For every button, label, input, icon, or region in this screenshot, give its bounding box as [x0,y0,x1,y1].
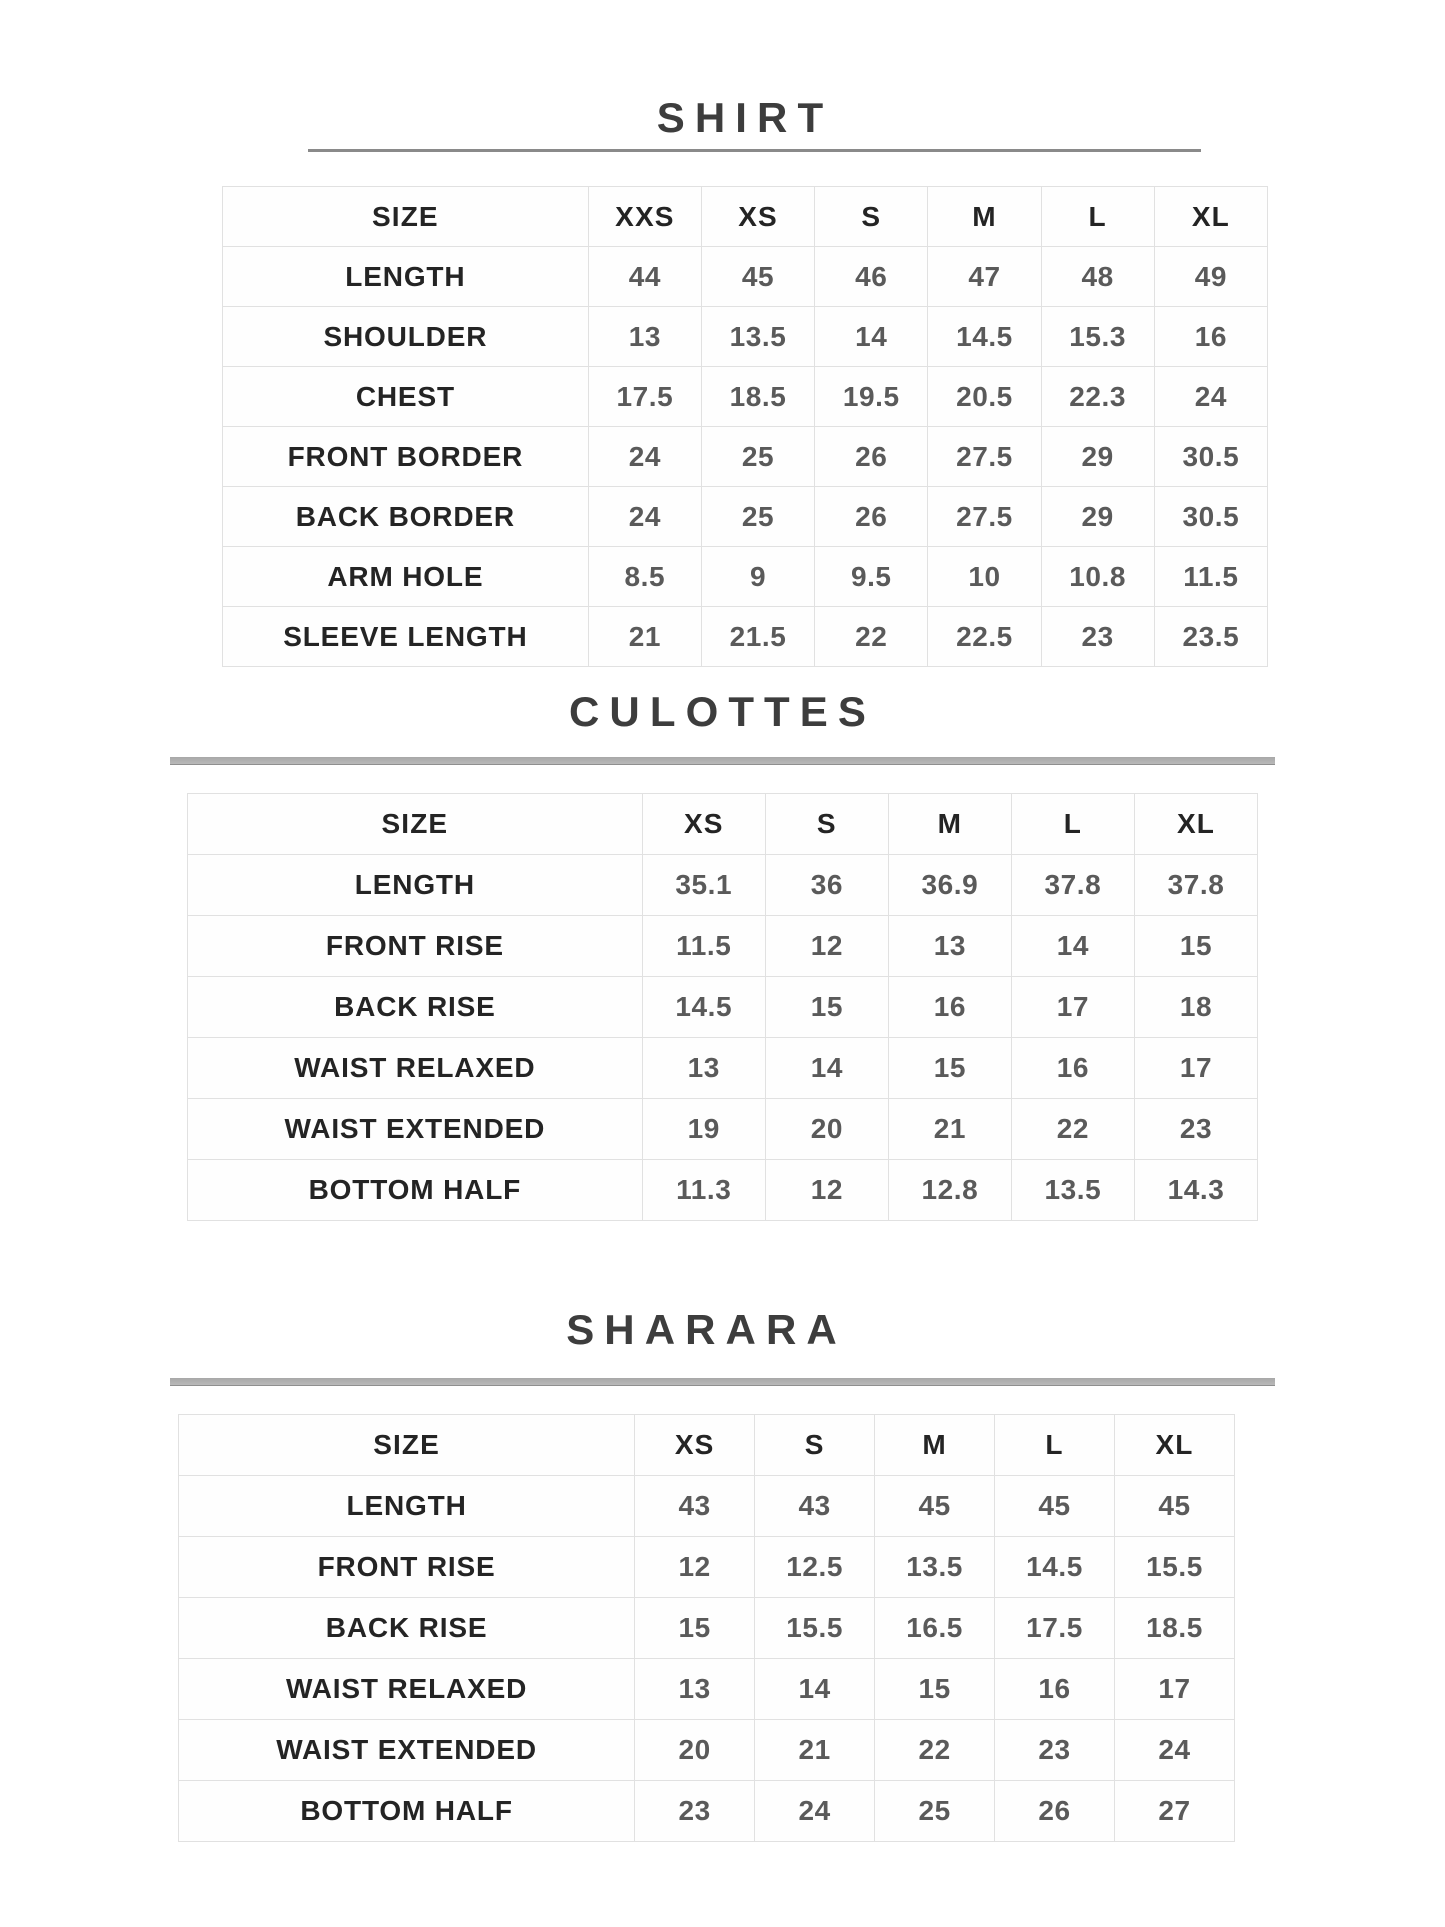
value-cell: 13.5 [875,1537,995,1598]
table-row [223,427,1268,487]
culottes-size-table-container [187,793,1258,1221]
value-cell: 13.5 [1011,1160,1134,1221]
value-cell: 16 [888,977,1011,1038]
value-cell: 27 [1115,1781,1235,1842]
row-label: SLEEVE LENGTH [223,607,589,667]
value-cell: 26 [815,487,928,547]
value-cell: 48 [1041,247,1154,307]
value-cell: 25 [701,487,814,547]
row-label: WAIST EXTENDED [188,1099,643,1160]
value-cell: 21 [755,1720,875,1781]
table-row [223,547,1268,607]
row-label: WAIST EXTENDED [179,1720,635,1781]
sharara-size-table-container [178,1414,1235,1842]
size-table-culottes [187,793,1258,1221]
value-cell: 24 [755,1781,875,1842]
culottes-section-divider [170,757,1275,765]
value-cell: 12 [635,1537,755,1598]
table-row [188,1160,1258,1221]
value-cell: 30.5 [1154,427,1267,487]
value-cell: 19.5 [815,367,928,427]
value-cell: 11.3 [642,1160,765,1221]
value-cell: 43 [755,1476,875,1537]
value-cell: 35.1 [642,855,765,916]
table-row [188,977,1258,1038]
row-label: BACK BORDER [223,487,589,547]
value-cell: 14 [815,307,928,367]
value-cell: 14 [1011,916,1134,977]
header-cell-m: M [875,1415,995,1476]
table-row [223,607,1268,667]
value-cell: 22.5 [928,607,1041,667]
value-cell: 14.5 [995,1537,1115,1598]
value-cell: 21 [888,1099,1011,1160]
header-cell-xl: XL [1134,794,1257,855]
value-cell: 45 [701,247,814,307]
value-cell: 23.5 [1154,607,1267,667]
value-cell: 17 [1011,977,1134,1038]
value-cell: 16.5 [875,1598,995,1659]
value-cell: 30.5 [1154,487,1267,547]
row-label: BACK RISE [188,977,643,1038]
table-row [223,487,1268,547]
value-cell: 24 [588,487,701,547]
table-row [179,1720,1235,1781]
size-table-sharara [178,1414,1235,1842]
value-cell: 10.8 [1041,547,1154,607]
table-row [188,855,1258,916]
value-cell: 14 [755,1659,875,1720]
header-cell-xl: XL [1154,187,1267,247]
header-cell-xs: XS [701,187,814,247]
value-cell: 11.5 [1154,547,1267,607]
row-label: BACK RISE [179,1598,635,1659]
size-table-shirt [222,186,1268,667]
value-cell: 24 [588,427,701,487]
value-cell: 21.5 [701,607,814,667]
value-cell: 27.5 [928,487,1041,547]
table-row [188,1099,1258,1160]
value-cell: 14.3 [1134,1160,1257,1221]
value-cell: 15 [765,977,888,1038]
culottes-section-title: CULOTTES [569,688,876,735]
value-cell: 16 [1154,307,1267,367]
value-cell: 29 [1041,427,1154,487]
value-cell: 27.5 [928,427,1041,487]
value-cell: 22 [815,607,928,667]
row-label: FRONT RISE [179,1537,635,1598]
value-cell: 18.5 [701,367,814,427]
value-cell: 47 [928,247,1041,307]
value-cell: 19 [642,1099,765,1160]
table-row [179,1659,1235,1720]
value-cell: 15.5 [755,1598,875,1659]
header-cell-m: M [888,794,1011,855]
value-cell: 37.8 [1011,855,1134,916]
value-cell: 17.5 [588,367,701,427]
header-cell-s: S [815,187,928,247]
table-row [223,367,1268,427]
value-cell: 45 [875,1476,995,1537]
shirt-section-title: SHIRT [656,94,834,141]
header-cell-xl: XL [1115,1415,1235,1476]
header-cell-xxs: XXS [588,187,701,247]
value-cell: 9.5 [815,547,928,607]
table-row [223,307,1268,367]
table-row [188,1038,1258,1099]
value-cell: 8.5 [588,547,701,607]
value-cell: 14 [765,1038,888,1099]
value-cell: 17.5 [995,1598,1115,1659]
table-row [188,916,1258,977]
value-cell: 12.8 [888,1160,1011,1221]
row-label: LENGTH [188,855,643,916]
header-cell-xs: XS [642,794,765,855]
table-row [223,247,1268,307]
value-cell: 12 [765,1160,888,1221]
value-cell: 24 [1115,1720,1235,1781]
value-cell: 13 [642,1038,765,1099]
value-cell: 23 [995,1720,1115,1781]
value-cell: 22 [875,1720,995,1781]
value-cell: 20.5 [928,367,1041,427]
value-cell: 15.5 [1115,1537,1235,1598]
value-cell: 17 [1115,1659,1235,1720]
row-label: BOTTOM HALF [188,1160,643,1221]
value-cell: 15 [888,1038,1011,1099]
value-cell: 49 [1154,247,1267,307]
value-cell: 22 [1011,1099,1134,1160]
value-cell: 14.5 [642,977,765,1038]
header-cell-xs: XS [635,1415,755,1476]
value-cell: 16 [995,1659,1115,1720]
value-cell: 44 [588,247,701,307]
row-label: BOTTOM HALF [179,1781,635,1842]
header-cell-s: S [755,1415,875,1476]
header-cell-m: M [928,187,1041,247]
value-cell: 26 [995,1781,1115,1842]
value-cell: 20 [765,1099,888,1160]
value-cell: 25 [875,1781,995,1842]
value-cell: 17 [1134,1038,1257,1099]
row-label: SHOULDER [223,307,589,367]
value-cell: 20 [635,1720,755,1781]
value-cell: 12.5 [755,1537,875,1598]
value-cell: 15 [635,1598,755,1659]
header-cell-size: SIZE [223,187,589,247]
value-cell: 45 [995,1476,1115,1537]
sharara-section-divider [170,1378,1275,1386]
value-cell: 46 [815,247,928,307]
value-cell: 15 [875,1659,995,1720]
value-cell: 9 [701,547,814,607]
row-label: WAIST RELAXED [188,1038,643,1099]
header-cell-l: L [1011,794,1134,855]
value-cell: 29 [1041,487,1154,547]
table-row [179,1537,1235,1598]
header-cell-size: SIZE [179,1415,635,1476]
shirt-title-underline [308,149,1201,152]
header-row [179,1415,1235,1476]
shirt-size-table-container [222,186,1268,667]
value-cell: 22.3 [1041,367,1154,427]
value-cell: 13.5 [701,307,814,367]
value-cell: 13 [635,1659,755,1720]
value-cell: 26 [815,427,928,487]
value-cell: 18 [1134,977,1257,1038]
row-label: CHEST [223,367,589,427]
header-cell-s: S [765,794,888,855]
sharara-section-title: SHARARA [566,1306,847,1353]
value-cell: 45 [1115,1476,1235,1537]
header-cell-size: SIZE [188,794,643,855]
value-cell: 23 [1041,607,1154,667]
row-label: WAIST RELAXED [179,1659,635,1720]
value-cell: 36.9 [888,855,1011,916]
table-row [179,1781,1235,1842]
value-cell: 14.5 [928,307,1041,367]
value-cell: 23 [635,1781,755,1842]
table-row [179,1476,1235,1537]
value-cell: 23 [1134,1099,1257,1160]
row-label: ARM HOLE [223,547,589,607]
table-row [179,1598,1235,1659]
value-cell: 16 [1011,1038,1134,1099]
header-cell-l: L [995,1415,1115,1476]
value-cell: 12 [765,916,888,977]
row-label: LENGTH [223,247,589,307]
value-cell: 36 [765,855,888,916]
value-cell: 37.8 [1134,855,1257,916]
header-row [188,794,1258,855]
value-cell: 15.3 [1041,307,1154,367]
row-label: LENGTH [179,1476,635,1537]
value-cell: 13 [588,307,701,367]
value-cell: 15 [1134,916,1257,977]
value-cell: 11.5 [642,916,765,977]
header-row [223,187,1268,247]
value-cell: 13 [888,916,1011,977]
value-cell: 43 [635,1476,755,1537]
row-label: FRONT BORDER [223,427,589,487]
row-label: FRONT RISE [188,916,643,977]
value-cell: 10 [928,547,1041,607]
value-cell: 21 [588,607,701,667]
value-cell: 18.5 [1115,1598,1235,1659]
value-cell: 24 [1154,367,1267,427]
header-cell-l: L [1041,187,1154,247]
value-cell: 25 [701,427,814,487]
